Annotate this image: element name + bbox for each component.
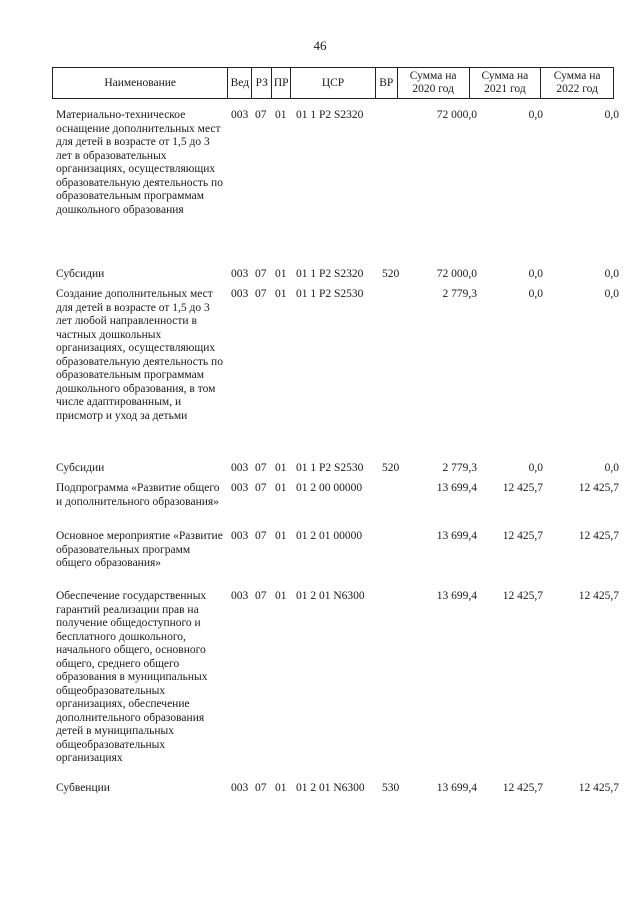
row-sum-2022: 0,0 (604, 288, 619, 300)
page-number: 46 (313, 38, 327, 53)
row-sum-2021: 0,0 (528, 288, 543, 300)
row-rz: 07 (255, 782, 267, 794)
row-name: Субвенции (56, 782, 110, 794)
row-name: Создание дополнительных мест для детей в возрасте от 1,5 до 3 лет любой направленности в частных дошкольных организациях, осуществляющих образовательную деятельность по образовательным программам дошкольного образования, в том числе адаптированным, и присмотр и уход за детьми (56, 288, 223, 422)
row-sum-2022: 12 425,7 (578, 590, 619, 602)
row-pr: 01 (275, 590, 287, 602)
row-name: Субсидии (56, 268, 105, 280)
row-pr: 01 (275, 288, 287, 300)
row-ved: 003 (231, 109, 249, 121)
row-csr: 01 1 P2 S2530 (296, 462, 364, 474)
row-rz: 07 (255, 288, 267, 300)
row-ved: 003 (231, 590, 249, 602)
header-ved: Вед (228, 68, 252, 98)
row-sum-2022: 12 425,7 (578, 782, 619, 794)
row-sum-2022: 12 425,7 (578, 482, 619, 494)
row-sum-2021: 12 425,7 (502, 482, 543, 494)
header-rz: РЗ (252, 68, 272, 98)
row-sum-2020: 13 699,4 (436, 590, 477, 602)
row-sum-2021: 12 425,7 (502, 590, 543, 602)
row-sum-2020: 13 699,4 (436, 782, 477, 794)
row-ved: 003 (231, 782, 249, 794)
header-sum-2022: Сумма на 2022 год (553, 70, 601, 95)
row-sum-2021: 0,0 (528, 109, 543, 121)
row-csr: 01 1 P2 S2320 (296, 268, 364, 280)
row-ved: 003 (231, 462, 249, 474)
header-pr: ПР (272, 68, 291, 98)
row-pr: 01 (275, 109, 287, 121)
row-name: Материально-техническое оснащение дополнительных мест для детей в возрасте от 1,5 до 3 лет в образовательных организациях, осуществляющих образовательную деятельность по образовательным программам дошкольного образования (56, 109, 223, 216)
header-sum-2020: Сумма на 2020 год (398, 68, 470, 98)
row-csr: 01 1 P2 S2530 (296, 288, 364, 300)
row-vr: 520 (382, 462, 400, 474)
row-pr: 01 (275, 268, 287, 280)
row-sum-2020: 2 779,3 (442, 462, 477, 474)
row-csr: 01 1 P2 S2320 (296, 109, 364, 121)
row-csr: 01 2 01 00000 (296, 530, 363, 542)
row-pr: 01 (275, 782, 287, 794)
row-vr: 530 (382, 782, 400, 794)
row-ved: 003 (231, 268, 249, 280)
row-sum-2021: 0,0 (528, 462, 543, 474)
row-sum-2020: 13 699,4 (436, 482, 477, 494)
header-name: Наименование (53, 68, 228, 98)
row-pr: 01 (275, 530, 287, 542)
row-rz: 07 (255, 462, 267, 474)
header-csr: ЦСР (291, 68, 376, 98)
row-sum-2020: 13 699,4 (436, 530, 477, 542)
row-rz: 07 (255, 482, 267, 494)
row-sum-2021: 12 425,7 (502, 782, 543, 794)
row-pr: 01 (275, 462, 287, 474)
row-sum-2022: 12 425,7 (578, 530, 619, 542)
row-rz: 07 (255, 530, 267, 542)
row-sum-2022: 0,0 (604, 109, 619, 121)
row-sum-2020: 72 000,0 (436, 268, 477, 280)
row-name: Обеспечение государственных гарантий реализации прав на получение общедоступного и бесплатного дошкольного, начального общего, основного общего, среднего общего образования в муниципальных общеобразовательных организациях, обеспечение дополнительного образования детей в муниципальных общеобразовательных организациях (56, 590, 208, 764)
row-sum-2022: 0,0 (604, 268, 619, 280)
row-sum-2021: 0,0 (528, 268, 543, 280)
row-csr: 01 2 00 00000 (296, 482, 363, 494)
row-ved: 003 (231, 482, 249, 494)
row-sum-2022: 0,0 (604, 462, 619, 474)
row-name: Основное мероприятие «Развитие образовательных программ общего образования» (56, 530, 223, 569)
row-rz: 07 (255, 109, 267, 121)
row-rz: 07 (255, 268, 267, 280)
row-csr: 01 2 01 N6300 (296, 782, 365, 794)
row-sum-2021: 12 425,7 (502, 530, 543, 542)
row-csr: 01 2 01 N6300 (296, 590, 365, 602)
row-rz: 07 (255, 590, 267, 602)
header-sum-2021: Сумма на 2021 год (470, 68, 542, 98)
row-ved: 003 (231, 288, 249, 300)
row-vr: 520 (382, 268, 400, 280)
row-sum-2020: 72 000,0 (436, 109, 477, 121)
row-name: Субсидии (56, 462, 105, 474)
row-name: Подпрограмма «Развитие общего и дополнительного образования» (56, 482, 220, 508)
row-pr: 01 (275, 482, 287, 494)
table-header (52, 67, 614, 99)
header-vr: ВР (376, 68, 398, 98)
row-sum-2020: 2 779,3 (442, 288, 477, 300)
row-ved: 003 (231, 530, 249, 542)
